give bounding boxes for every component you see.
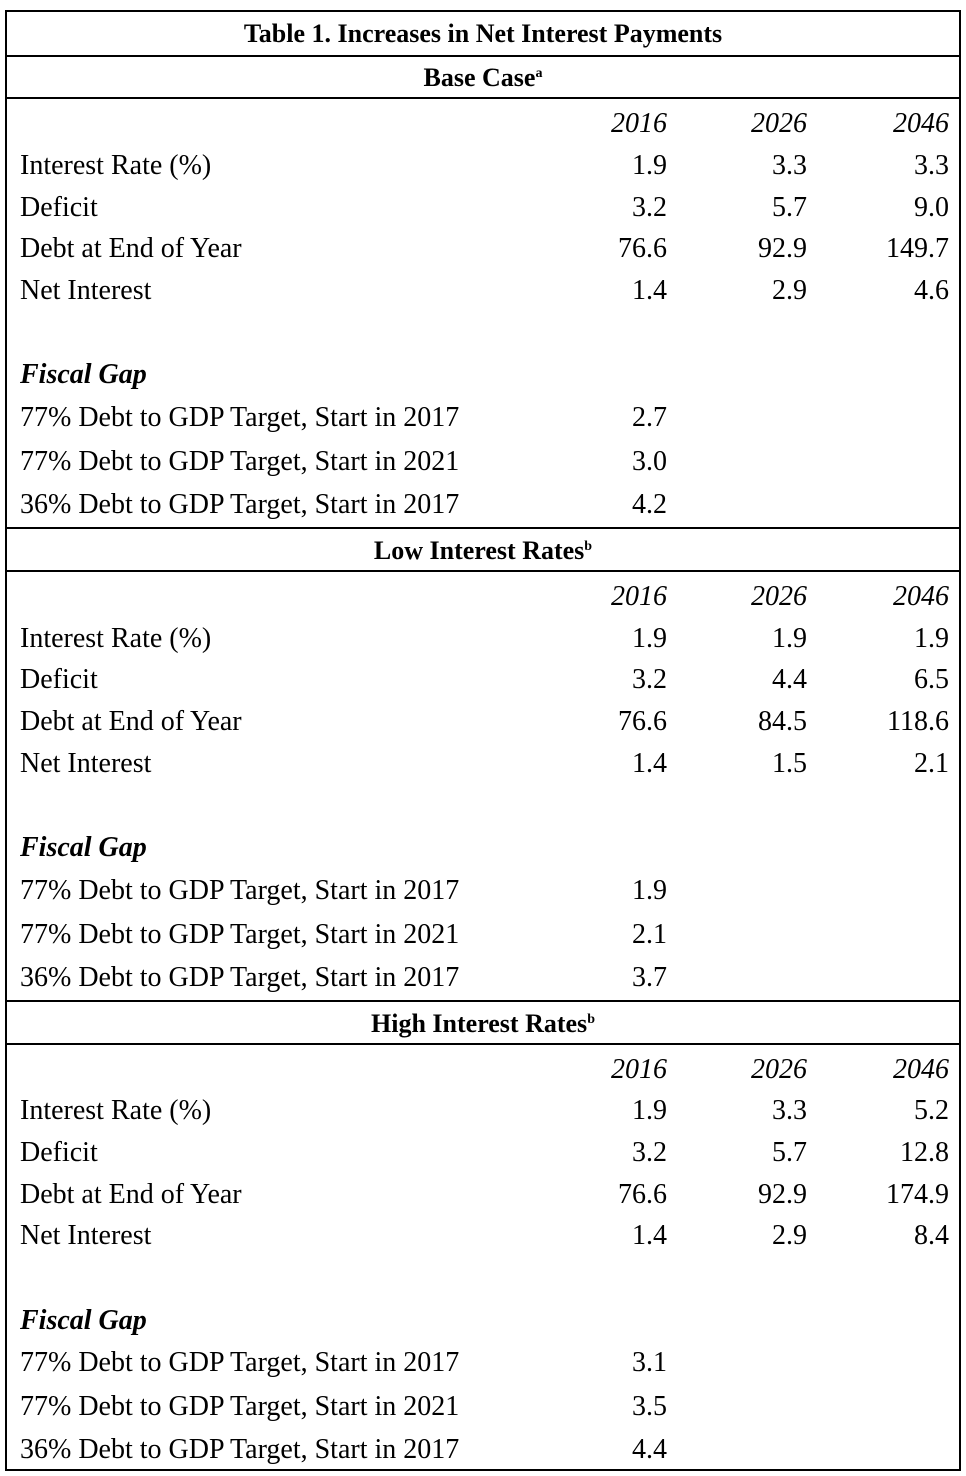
table-row: 36% Debt to GDP Target, Start in 2017 4.2: [20, 489, 667, 520]
table-row: Deficit 3.2 5.7 9.0: [20, 192, 949, 223]
section-header-base-case: Base Case$^a$: [423, 63, 543, 92]
table-row: Interest Rate (%) 1.9 3.3 5.2: [20, 1095, 949, 1126]
table-row: Deficit 3.2 5.7 12.8: [20, 1137, 949, 1168]
table-row: 77% Debt to GDP Target, Start in 2017 1.9: [20, 875, 667, 906]
table-row: Debt at End of Year 76.6 84.5 118.6: [20, 706, 949, 737]
section-header-low-rates: Low Interest Rates$^b$: [373, 536, 593, 565]
table-row: 77% Debt to GDP Target, Start in 2017 3.1: [20, 1347, 667, 1378]
table-row: 36% Debt to GDP Target, Start in 2017 3.7: [20, 962, 667, 993]
table-row: Debt at End of Year 76.6 92.9 149.7: [20, 233, 949, 264]
table-row: 77% Debt to GDP Target, Start in 2021 3.5: [20, 1391, 667, 1422]
divider: [7, 1043, 959, 1045]
table-row: 77% Debt to GDP Target, Start in 2017 2.7: [20, 402, 667, 433]
table-row: 77% Debt to GDP Target, Start in 2021 2.1: [20, 919, 667, 950]
data-table: [5, 10, 961, 1471]
table-row: 77% Debt to GDP Target, Start in 2021 3.0: [20, 446, 667, 477]
table-row: Debt at End of Year 76.6 92.9 174.9: [20, 1179, 949, 1210]
divider: [7, 97, 959, 99]
section-header-high-rates: High Interest Rates$^b$: [371, 1009, 595, 1038]
table-title: Table 1. Increases in Net Interest Payments: [243, 19, 723, 48]
year-header-row: 2016 2026 2046: [611, 108, 949, 139]
divider: [7, 55, 959, 57]
divider: [7, 527, 959, 529]
divider: [7, 1000, 959, 1002]
year-header-row: 2016 2026 2046: [611, 1054, 949, 1085]
fiscal-gap-heading: Fiscal Gap: [20, 1305, 147, 1336]
divider: [7, 570, 959, 572]
year-header-row: 2016 2026 2046: [611, 581, 949, 612]
table-row: Net Interest 1.4 2.9 4.6: [20, 275, 949, 306]
table-row: Net Interest 1.4 1.5 2.1: [20, 748, 949, 779]
fiscal-gap-heading: Fiscal Gap: [20, 832, 147, 863]
table-row: Interest Rate (%) 1.9 3.3 3.3: [20, 150, 949, 181]
table-row: Net Interest 1.4 2.9 8.4: [20, 1220, 949, 1251]
table-row: Interest Rate (%) 1.9 1.9 1.9: [20, 623, 949, 654]
table-row: 36% Debt to GDP Target, Start in 2017 4.4: [20, 1434, 667, 1465]
fiscal-gap-heading: Fiscal Gap: [20, 359, 147, 390]
table-row: Deficit 3.2 4.4 6.5: [20, 664, 949, 695]
